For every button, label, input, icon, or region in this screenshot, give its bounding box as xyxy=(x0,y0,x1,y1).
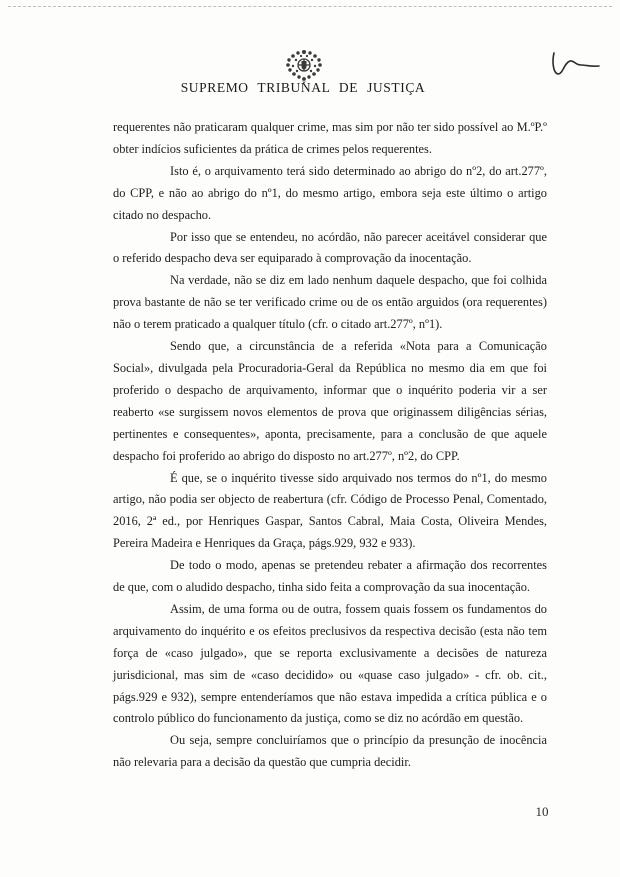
page-number: 10 xyxy=(535,804,549,819)
paragraph-8: Assim, de uma forma ou de outra, fossem quais fossem os fundamentos do arquivamento do inquérito e os efeitos preclusivos da respectiva decisão (esta não tem força de «caso julgado», que se reporta exclusivamente a decisões de natureza jurisdicional, mas sim de «caso decidido» ou «quase caso julgado» - cfr. ob. cit., págs.929 e 932), sempre entenderíamos que não estava impedida a crítica pública e o controlo público do funcionamento da justiça, como se diz no acórdão em questão. xyxy=(113,601,547,726)
paragraph-4: Na verdade, não se diz em lado nenhum daquele despacho, que foi colhida prova bastante de não se ter verificado crime ou de os então arguidos (ora requerentes) não o terem praticado a qualquer título (cfr. o citado art.277º, nº1). xyxy=(113,273,547,332)
paragraph-5: Sendo que, a circunstância de a referida «Nota para a Comunicação Social», divulgada pela Procuradoria-Geral da República no mesmo dia em que foi proferido o despacho de arquivamento, informar que o inquérito poderia vir a ser reaberto «se surgissem novos elementos de prova que originassem diligências sérias, pertinentes e consequentes», aponta, precisamente, para a conclusão de que aquele despacho foi proferido ao abrigo do disposto no art.277º, nº2, do CPP. xyxy=(113,339,547,463)
scan-artifact-dashed-line xyxy=(8,6,612,7)
document-body xyxy=(113,117,547,774)
paragraph-7: De todo o modo, apenas se pretendeu rebater a afirmação dos recorrentes de que, com o aludido despacho, tinha sido feita a comprovação da sua inocentação. xyxy=(113,558,547,595)
paragraph-2: Isto é, o arquivamento terá sido determinado ao abrigo do nº2, do art.277º, do CPP, e não ao abrigo do nº1, do mesmo artigo, embora seja este último o artigo citado no despacho. xyxy=(113,163,547,222)
handwritten-checkmark xyxy=(546,48,606,86)
paragraph-6: É que, se o inquérito tivesse sido arquivado nos termos do nº1, do mesmo artigo, não podia ser objecto de reabertura (cfr. Código de Processo Penal, Comentado, 2016, 2ª ed., por Henriques Gaspar, Santos Cabral, Maia Costa, Oliveira Mendes, Pereira Madeira e Henriques da Graça, págs.929, 932 e 933). xyxy=(113,470,547,551)
court-header-title: SUPREMO TRIBUNAL DE JUSTIÇA xyxy=(180,80,426,95)
paragraph-9: Ou seja, sempre concluiríamos que o princípio da presunção de inocência não relevaria para a decisão da questão que cumpria decidir. xyxy=(113,733,547,770)
paragraph-3: Por isso que se entendeu, no acórdão, não parecer aceitável considerar que o referido despacho deva ser equiparado à comprovação da inocentação. xyxy=(113,229,547,266)
paragraph-1: requerentes não praticaram qualquer crime, mas sim por não ter sido possível ao M.ºP.º obter indícios suficientes da prática de crimes pelos requerentes. xyxy=(113,120,547,156)
